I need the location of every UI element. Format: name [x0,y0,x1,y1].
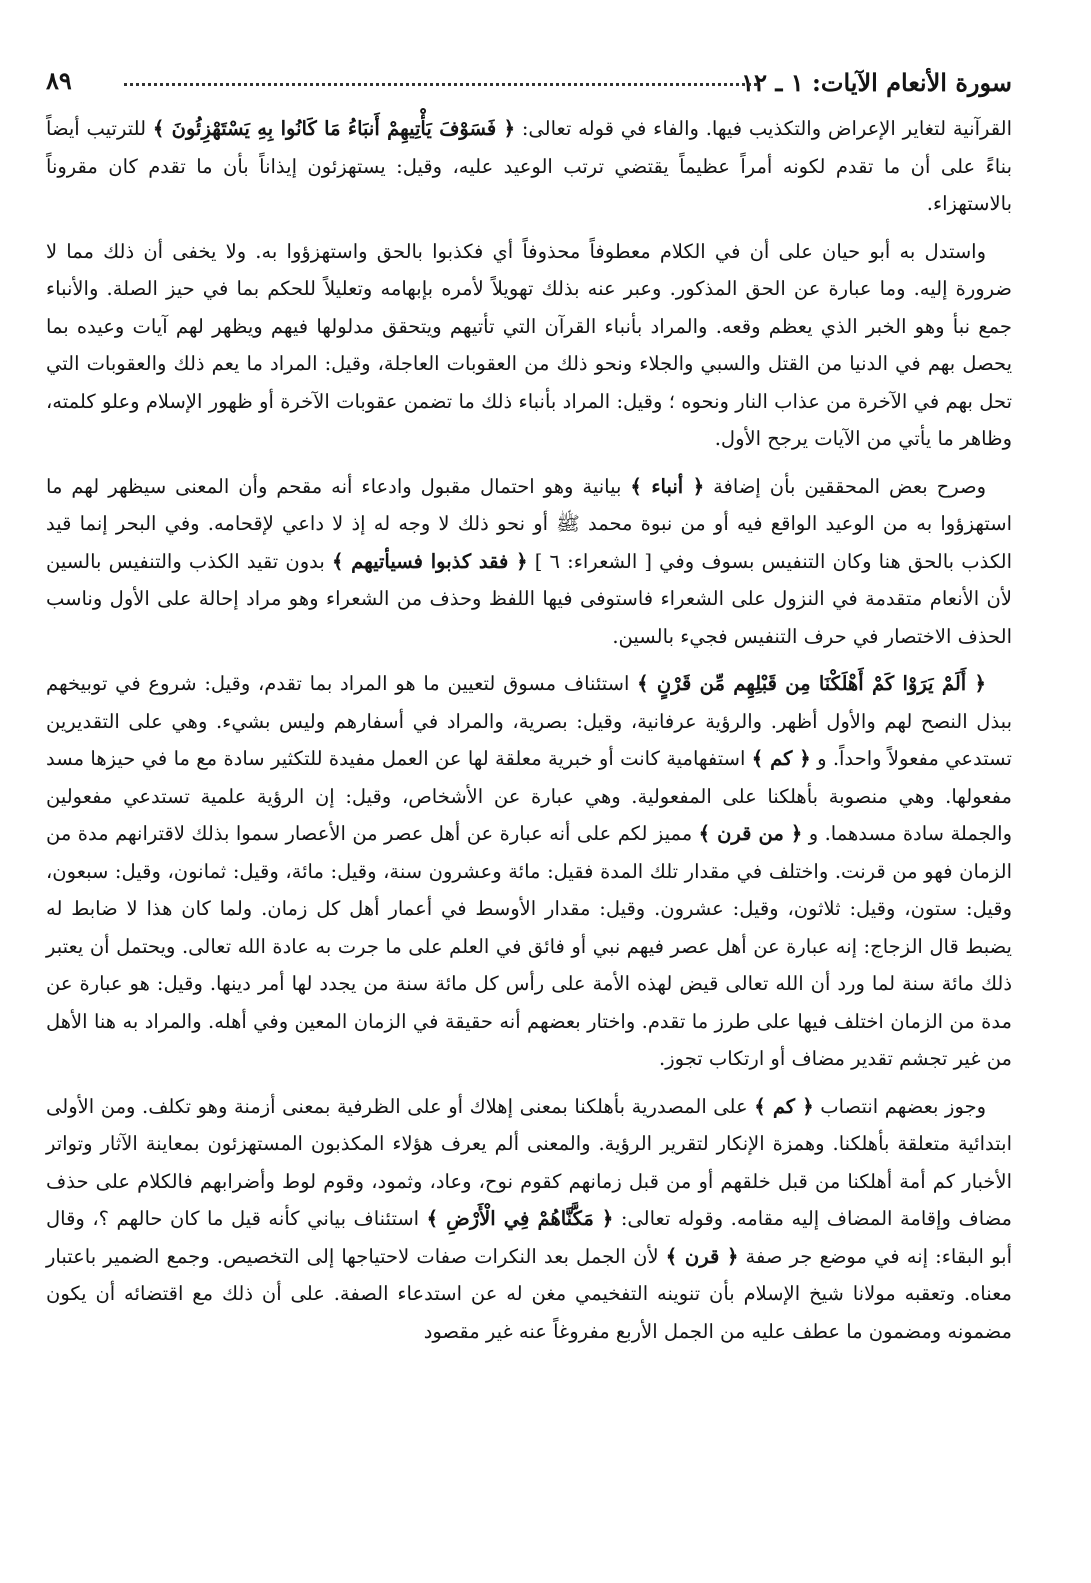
paragraph-text: لأن الجمل بعد النكرات صفات لاحتياجها إلى التخصيص. وجمع الضمير باعتبار معناه. وتعقبه مولانا شيخ الإسلام بأن تنوينه التفخيمي مغن له عن استدعاء الصفة. على أن ذلك مع اقتضائه أن يكون مضمونه ومضمون ما عطف عليه من الجمل الأربع مفروغاً عنه غير مقصود [46,1244,1012,1343]
paragraph-1 [46,110,1012,223]
paragraph-text: للترتيب أيضاً بناءً على أن ما تقدم لكونه أمراً عظيماً يقتضي ترتب الوعيد عليه، وقيل: يستهزئون إيذاناً بأن ما تقدم كان مقروناً بالاستهزاء. [46,117,1012,215]
paragraph-text: مميز لكم على أنه عبارة عن أهل عصر من الأعصار سموا بذلك لاقترانهم مدة من الزمان فهو من قرنت. واختلف في مقدار تلك المدة فقيل: مائة وعشرون سنة، وقيل: مائة، وقيل: ثمانون، وقيل: سبعون، وقيل: ستون، وقيل: ثلاثون، وقيل: عشرون. وقيل: مقدار الأوسط في أعمار أهل كل زمان. ولما كان هذا لا ضابط له يضبط قال الزجاج: إنه عبارة عن أهل عصر فيهم نبي أو فائق في العلم على ما جرت به عادة الله تعالى. ويحتمل أن يعتبر ذلك مائة سنة لما ورد أن الله تعالى قيض لهذه الأمة على رأس كل مائة سنة من يجدد لها أمر دينها. وقيل: هو عبارة عن مدة من الزمان اختلف فيها على طرز ما تقدم. واختار بعضهم أنه حقيقة في الزمان المعين وفي أهله. والمراد به هنا الأهل من غير تجشم تقدير مضاف أو ارتكاب تجوز. [46,822,1012,1070]
quran-quote: ﴿ أنباء ﴾ [630,474,705,498]
quran-quote: ﴿ أَلَمْ يَرَوْا كَمْ أَهْلَكْنَا مِن قَبْلِهِم مِّن قَرْنٍ ﴾ [637,672,986,695]
running-header [46,60,1012,104]
page-number: ٨٩ [46,66,72,95]
quran-quote: ﴿ من قرن ﴾ [698,822,803,845]
quran-quote: ﴿ مَكَّنَّاهُمْ فِي الْأَرْضِ ﴾ [426,1207,614,1230]
quran-quote: ﴿ كم ﴾ [754,1094,814,1118]
paragraph-text: القرآنية لتغاير الإعراض والتكذيب فيها. والفاء في قوله تعالى: [515,117,1012,140]
paragraph-text: استئناف بياني كأنه قيل ما كان حالهم ؟، وقال أبو البقاء: إنه في موضع جر صفة [46,1207,1012,1268]
paragraph-text: بيانية وهو احتمال مقبول وادعاء أنه مقحم وأن المعنى سيظهر لهم ما استهزؤوا به من الوعيد الواقع فيه أو من نبوة محمد ﷺ أو نحو ذلك لا وجه له إذ لا داعي لإقحامه. وفي البحر إنما قيد الكذب بالحق هنا وكان التنفيس بسوف وفي [ الشعراء: ٦ ] [46,474,1012,573]
paragraph-2: واستدل به أبو حيان على أن في الكلام معطوفاً محذوفاً أي فكذبوا بالحق واستهزؤوا به. ولا يخفى أن ذلك مما لا ضرورة إليه. وما عبارة عن الحق المذكور. وعبر عنه بذلك تهويلاً لأمره بإبهامه وتعليلاً للحكم بما في حيز الصلة. والأنباء جمع نبأ وهو الخبر الذي يعظم وقعه. والمراد بأنباء القرآن التي تأتيهم ويتحقق مدلولها فيهم ويظهر لهم آيات وعيده بما يحصل بهم في الدنيا من القتل والسبي والجلاء ونحو ذلك من العقوبات العاجلة، وقيل: المراد ما يعم ذلك والعقوبات التي تحل بهم في الآخرة من عذاب النار ونحوه ؛ وقيل: المراد بأنباء ذلك ما تضمن عقوبات الآخرة أو ظهور الإسلام وعلو كلمته، وظاهر ما يأتي من الآيات يرجح الأول. [46,239,1012,450]
paragraph-5 [46,1088,1012,1351]
paragraph-text: استفهامية كانت أو خبرية معلقة لها عن العمل مفيدة للتكثير سادة مع ما في حيزها مسد مفعولها. وهي منصوبة بأهلكنا على المفعولية. وهي عبارة عن الأشخاص، وقيل: إن الرؤية علمية تستدعي مفعولين والجملة سادة مسدهما. و [46,747,1012,845]
paragraph-text: وجوز بعضهم انتصاب [813,1094,986,1118]
quran-quote: ﴿ كم ﴾ [751,747,811,770]
paragraph-4 [46,665,1012,1078]
paragraph-text: على المصدرية بأهلكنا بمعنى إهلاك أو على الظرفية بمعنى أزمنة وهو تكلف. ومن الأولى ابتدائية متعلقة بأهلكنا. وهمزة الإنكار لتقرير الرؤية. والمعنى ألم يعرف هؤلاء المكذبون المستهزئون بمعاينة الآثار وتواتر الأخبار كم أمة أهلكنا من قبل خلقهم أو من قبل زمانهم كقوم نوح، وعاد، وثمود، وقوم لوط وأضرابهم فالكلام على حذف مضاف وإقامة المضاف إليه مقامه. وقوله تعالى: [46,1094,1012,1230]
paragraph-text: بدون تقيد الكذب والتنفيس بالسين لأن الأنعام متقدمة في النزول على الشعراء فاستوفى فيها اللفظ وحذف من الشعراء وهو مراد إحالة على الأول وناسب الحذف الاختصار في حرف التنفيس فجيء بالسين. [46,549,1012,648]
leader-dots [124,83,757,86]
quran-quote: ﴿ قرن ﴾ [665,1244,739,1268]
quran-quote: ﴿ فَسَوْفَ يَأْتِيهِمْ أَنبَاءُ مَا كَانُوا بِهِ يَسْتَهْزِئُونَ ﴾ [152,117,516,140]
paragraph-text: وصرح بعض المحققين بأن إضافة [704,474,986,498]
page [46,60,1012,1560]
paragraph-text: استئناف مسوق لتعيين ما هو المراد بما تقدم، وقيل: شروع في توبيخهم ببذل النصح لهم والأول أظهر. والرؤية عرفانية، وقيل: بصرية، والمراد في أسفارهم وليس بشيء. وهي على التقديرين تستدعي مفعولاً واحداً. و [46,672,1012,770]
paragraph-3 [46,468,1012,656]
quran-quote: ﴿ فقد كذبوا فسيأتيهم ﴾ [331,549,528,573]
running-title: سورة الأنعام الآيات: ١ ـ ١٢ [741,68,1012,97]
